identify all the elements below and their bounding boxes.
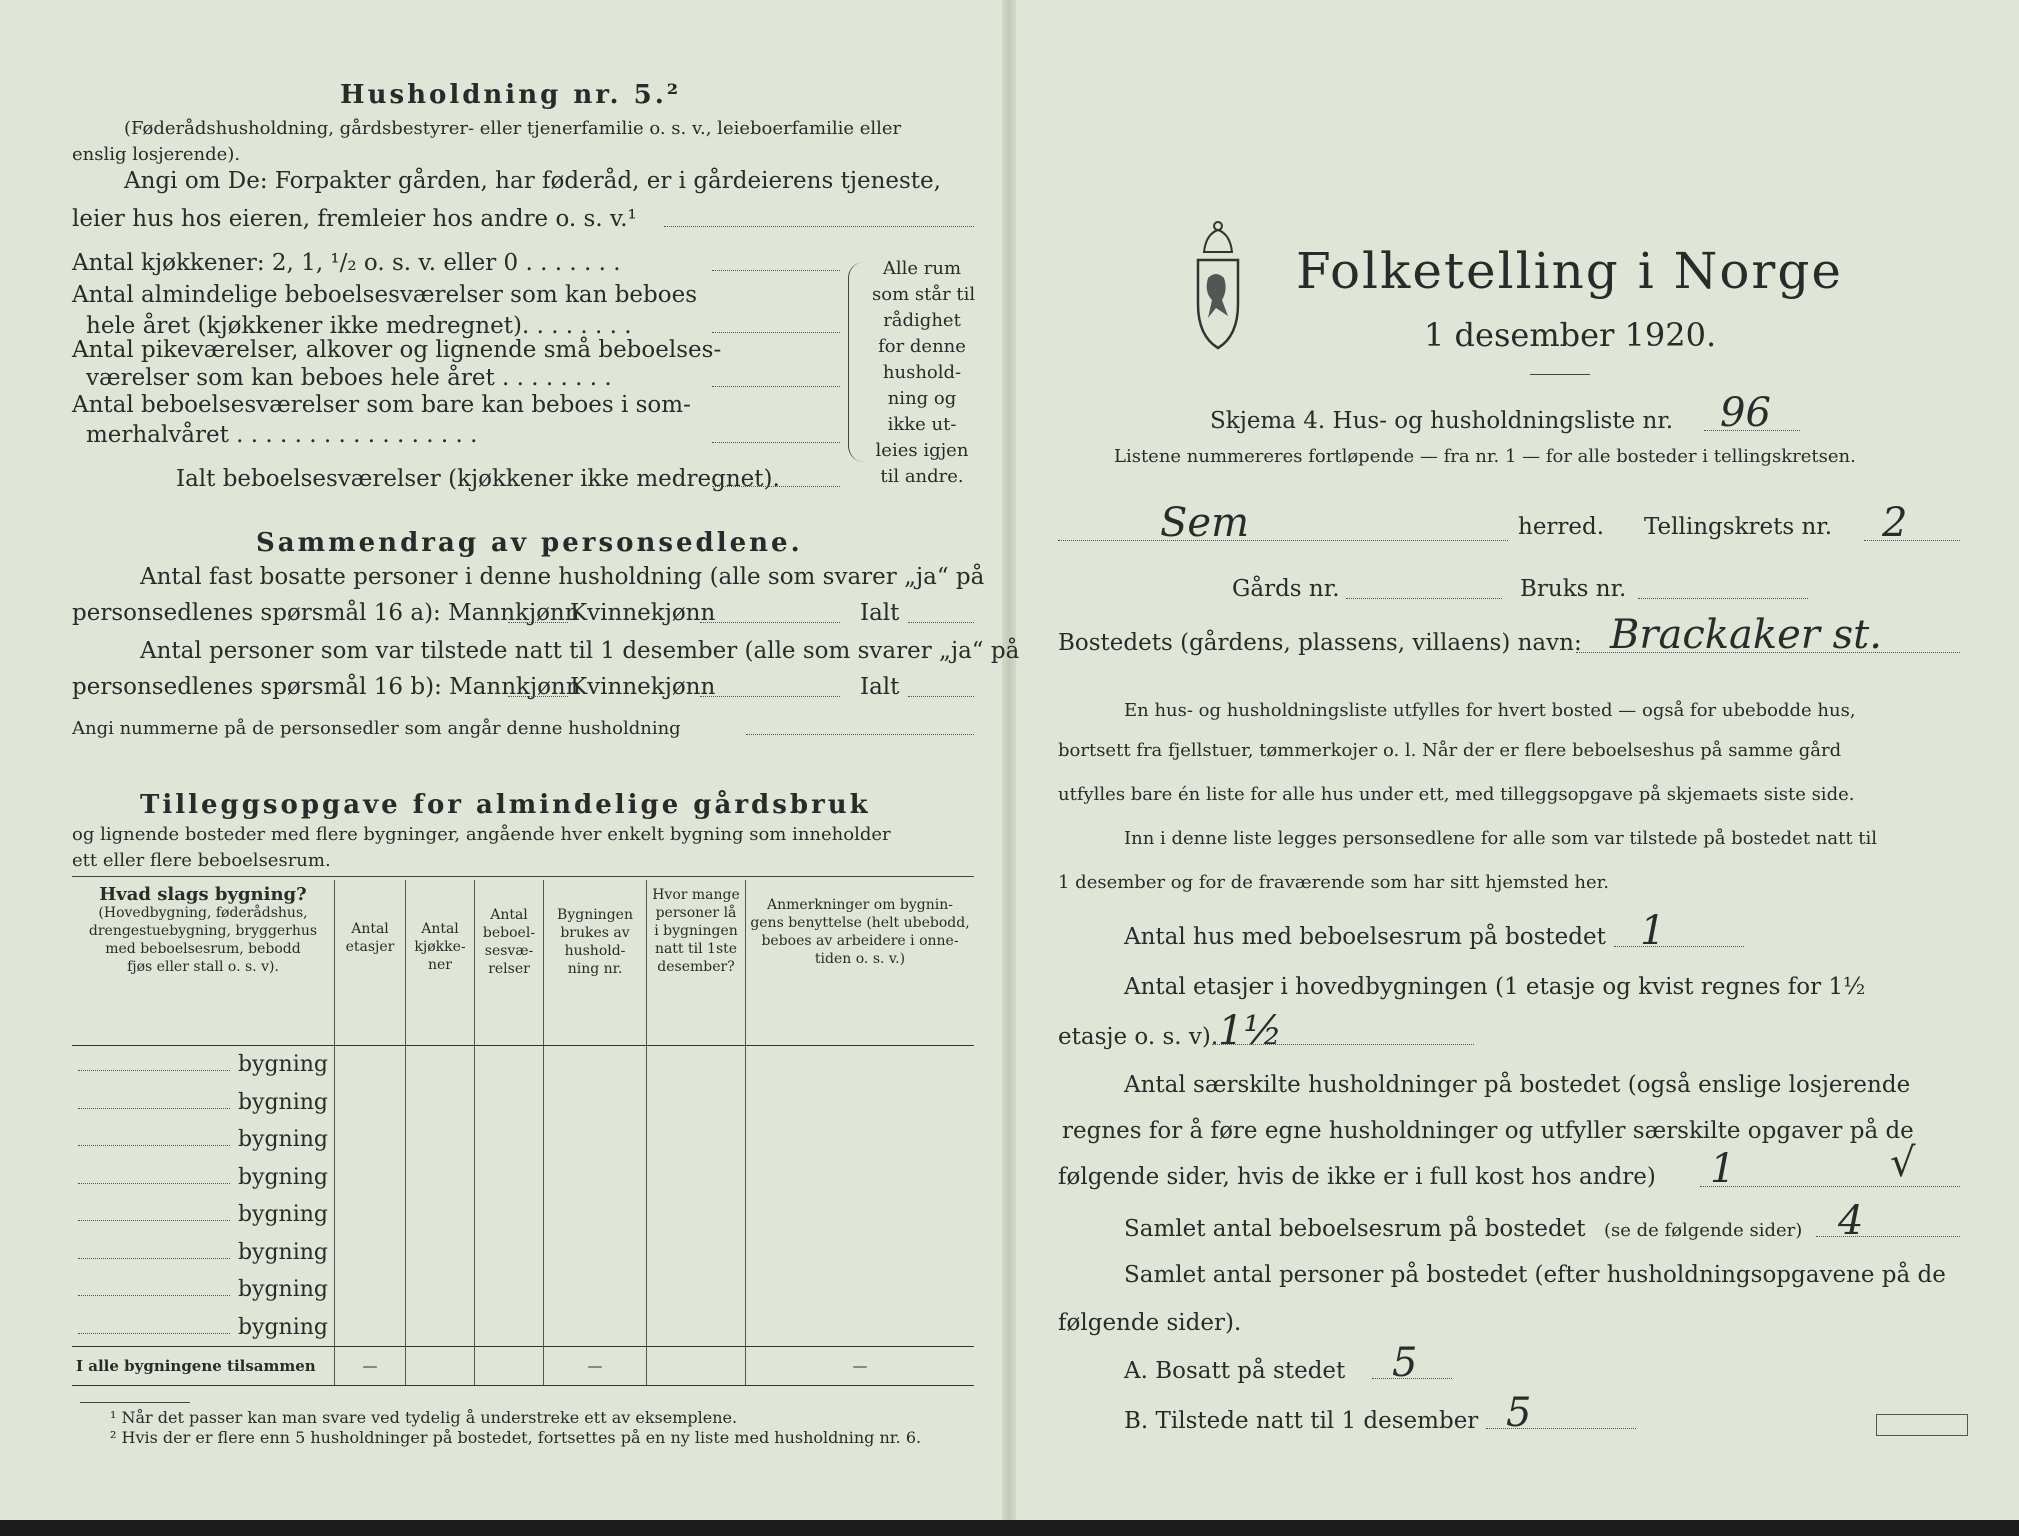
household-note-2: enslig losjerende).: [72, 144, 241, 165]
table-row[interactable]: bygning: [72, 1271, 974, 1309]
q-maid-rooms-2: værelser som kan beboes hele året . . . . . . . .: [86, 365, 612, 391]
census-date: 1 desember 1920.: [1424, 316, 1717, 354]
houses-line: [1614, 946, 1744, 947]
rooms-value[interactable]: 4: [1838, 1198, 1864, 1244]
q-persons-1: Samlet antal personer på bostedet (efter husholdningsopgavene på de: [1124, 1262, 1946, 1288]
table-header: [72, 880, 974, 1046]
resident-male-field[interactable]: [508, 622, 568, 623]
summer-rooms-field[interactable]: [712, 442, 840, 443]
q-households-1: Antal særskilte husholdninger på bostedet (også enslige losjerende: [1124, 1072, 1911, 1098]
list-number-value[interactable]: 96: [1720, 390, 1771, 436]
summary-2a: Antal personer som var tilstede natt til 1 desember (alle som svarer „ja“ på: [140, 638, 1020, 664]
present-label: B. Tilstede natt til 1 desember: [1124, 1408, 1479, 1434]
angi-line-2: leier hus hos eieren, fremleier hos andre o. s. v.¹: [72, 206, 637, 232]
listene-note: Listene nummereres fortløpende — fra nr. 1 — for alle bosteder i tellingskretsen.: [1114, 446, 1856, 467]
col-floors: Antal etasjer: [335, 880, 406, 1046]
table-row[interactable]: bygning: [72, 1234, 974, 1272]
list-number-line: [1704, 430, 1800, 431]
herred-line: [1058, 540, 1508, 541]
total-rooms-field[interactable]: [712, 486, 840, 487]
resident-female-label: Kvinnekjønn: [570, 600, 716, 626]
para-2a: Inn i denne liste legges personsedlene for alle som var tilstede på bostedet natt til: [1124, 828, 1878, 849]
bosted-value[interactable]: Brackaker st.: [1610, 612, 1882, 658]
krets-line: [1864, 540, 1960, 541]
herred-value[interactable]: Sem: [1160, 500, 1250, 546]
table-total-row: I alle bygningene tilsammen — — —: [72, 1347, 974, 1386]
resident-line: [1372, 1378, 1452, 1379]
floors-line: [1212, 1044, 1474, 1045]
supplement-2: ett eller flere beboelsesrum.: [72, 850, 331, 871]
present-male-field[interactable]: [508, 696, 568, 697]
q-maid-rooms-1: Antal pikeværelser, alkover og lignende små beboelses-: [72, 337, 722, 363]
table-row[interactable]: bygning: [72, 1046, 974, 1084]
summary-title: Sammendrag av personsedlene.: [256, 528, 803, 558]
present-total-field[interactable]: [908, 696, 974, 697]
buildings-table: [72, 880, 974, 1386]
q-floors-1: Antal etasjer i hovedbygningen (1 etasje og kvist regnes for 1½: [1124, 974, 1866, 1000]
col-remarks: Anmerkninger om bygnin- gens benyttelse (helt ubebodd, beboes av arbeidere i onne- tiden o. s. v.): [746, 880, 975, 1046]
table-top-rule: [72, 876, 974, 877]
brace-note: Alle rum som står til rådighet for denne hushold- ning og ikke ut- leies igjen til andre.: [872, 258, 976, 487]
rooms-line: [1816, 1236, 1960, 1237]
q-rooms-note: (se de følgende sider): [1604, 1220, 1803, 1241]
title-divider: [1530, 374, 1590, 375]
present-line: [1486, 1428, 1636, 1429]
col-persons: Hvor mange personer lå i bygningen natt til 1ste desember?: [647, 880, 746, 1046]
present-value[interactable]: 5: [1506, 1390, 1532, 1436]
supplement-title: Tilleggsopgave for almindelige gårdsbruk: [140, 790, 871, 820]
angi-answer-line[interactable]: [664, 226, 974, 227]
gards-field[interactable]: [1346, 598, 1502, 599]
q-persons-2: følgende sider).: [1058, 1310, 1242, 1336]
col-building-type: Hvad slags bygning? (Hovedbygning, føderådshus, drengestuebygning, bryggerhus med beboelsesrum, bebodd fjøs eller stall o. s. v).: [72, 880, 335, 1046]
present-total-label: Ialt: [860, 674, 900, 700]
q-floors-2: etasje o. s. v).: [1058, 1024, 1219, 1050]
q-households-2: regnes for å føre egne husholdninger og utfyller særskilte opgaver på de: [1062, 1118, 1914, 1144]
present-female-label: Kvinnekjønn: [570, 674, 716, 700]
summary-1a: Antal fast bosatte personer i denne husholdning (alle som svarer „ja“ på: [140, 564, 985, 590]
household-title: Husholdning nr. 5.²: [340, 80, 682, 110]
q-total-rooms: Ialt beboelsesværelser (kjøkkener ikke medregnet).: [176, 466, 780, 492]
person-numbers-field[interactable]: [746, 734, 974, 735]
household-note-1: (Føderådshusholdning, gårdsbestyrer- eller tjenerfamilie o. s. v., leieboerfamilie eller: [124, 118, 902, 139]
footnote-1: ¹ Når det passer kan man svare ved tydelig å understreke ett av eksemplene.: [110, 1408, 738, 1427]
form-title: Folketelling i Norge: [1296, 242, 1843, 300]
col-used-by: Bygningen brukes av hushold- ning nr.: [544, 880, 647, 1046]
angi-nummerne: Angi nummerne på de personsedler som angår denne husholdning: [72, 718, 681, 739]
bosted-line: [1576, 652, 1960, 653]
para-2b: 1 desember og for de fraværende som har sitt hjemsted her.: [1058, 872, 1609, 893]
angi-line-1: Angi om De: Forpakter gården, har føderåd, er i gårdeierens tjeneste,: [124, 168, 941, 194]
krets-value[interactable]: 2: [1882, 500, 1908, 546]
resident-total-label: Ialt: [860, 600, 900, 626]
krets-label: Tellingskrets nr.: [1644, 514, 1833, 540]
skjema-label: Skjema 4. Hus- og husholdningsliste nr.: [1210, 408, 1674, 434]
footnote-2: ² Hvis der er flere enn 5 husholdninger på bostedet, fortsettes på en ny liste med husholdning nr. 6.: [110, 1428, 922, 1447]
present-female-field[interactable]: [700, 696, 840, 697]
table-row[interactable]: bygning: [72, 1196, 974, 1234]
ordinary-rooms-field[interactable]: [712, 332, 840, 333]
q-summer-rooms-1: Antal beboelsesværelser som bare kan beboes i som-: [72, 392, 691, 418]
para-1c: utfylles bare én liste for alle hus under ett, med tilleggsopgave på skjemaets siste side.: [1058, 784, 1855, 805]
q-ordinary-rooms-2: hele året (kjøkkener ikke medregnet). . . . . . . .: [86, 313, 632, 339]
households-line: [1700, 1186, 1960, 1187]
q-houses: Antal hus med beboelsesrum på bostedet: [1124, 924, 1606, 950]
floors-value[interactable]: 1½: [1218, 1008, 1283, 1054]
summary-1b: personsedlenes spørsmål 16 a): Mannkjønn: [72, 600, 580, 626]
resident-female-field[interactable]: [700, 622, 840, 623]
households-value[interactable]: 1: [1710, 1146, 1736, 1192]
para-1b: bortsett fra fjellstuer, tømmerkojer o. l. Når der er flere beboelseshus på samme gård: [1058, 740, 1842, 761]
q-summer-rooms-2: merhalvåret . . . . . . . . . . . . . . . . .: [86, 422, 478, 448]
table-row[interactable]: bygning: [72, 1159, 974, 1197]
table-row[interactable]: bygning: [72, 1121, 974, 1159]
gards-label: Gårds nr.: [1232, 576, 1340, 602]
bruks-label: Bruks nr.: [1520, 576, 1627, 602]
table-row[interactable]: bygning: [72, 1309, 974, 1347]
kitchens-field[interactable]: [712, 270, 840, 271]
q-rooms: Samlet antal beboelsesrum på bostedet: [1124, 1216, 1586, 1242]
resident-label: A. Bosatt på stedet: [1124, 1358, 1346, 1384]
q-kitchens: Antal kjøkkener: 2, 1, ¹/₂ o. s. v. eller 0 . . . . . . .: [72, 250, 621, 276]
houses-value[interactable]: 1: [1640, 908, 1666, 954]
norway-coat-of-arms-icon: [1186, 212, 1250, 360]
para-1a: En hus- og husholdningsliste utfylles for hvert bosted — også for ubebodde hus,: [1124, 700, 1856, 721]
resident-value[interactable]: 5: [1392, 1340, 1418, 1386]
resident-total-field[interactable]: [908, 622, 974, 623]
page-fold: [1002, 0, 1016, 1520]
summary-2b: personsedlenes spørsmål 16 b): Mannkjønn: [72, 674, 581, 700]
q-ordinary-rooms-1: Antal almindelige beboelsesværelser som kan beboes: [72, 282, 698, 308]
rooms-brace: [848, 262, 865, 462]
bosted-label: Bostedets (gårdens, plassens, villaens) navn:: [1058, 630, 1582, 656]
col-rooms: Antal beboel- sesvæ- relser: [475, 880, 544, 1046]
q-households-3: følgende sider, hvis de ikke er i full kost hos andre): [1058, 1164, 1656, 1190]
households-check: √: [1890, 1140, 1916, 1186]
maid-rooms-field[interactable]: [712, 386, 840, 387]
footnote-rule: [80, 1402, 190, 1403]
bruks-field[interactable]: [1638, 598, 1808, 599]
herred-label: herred.: [1518, 514, 1605, 540]
table-row[interactable]: bygning: [72, 1084, 974, 1122]
supplement-1: og lignende bosteder med flere bygninger, angående hver enkelt bygning som inneholder: [72, 824, 891, 845]
printer-stamp: [1876, 1414, 1968, 1436]
col-kitchens: Antal kjøkke- ner: [406, 880, 475, 1046]
